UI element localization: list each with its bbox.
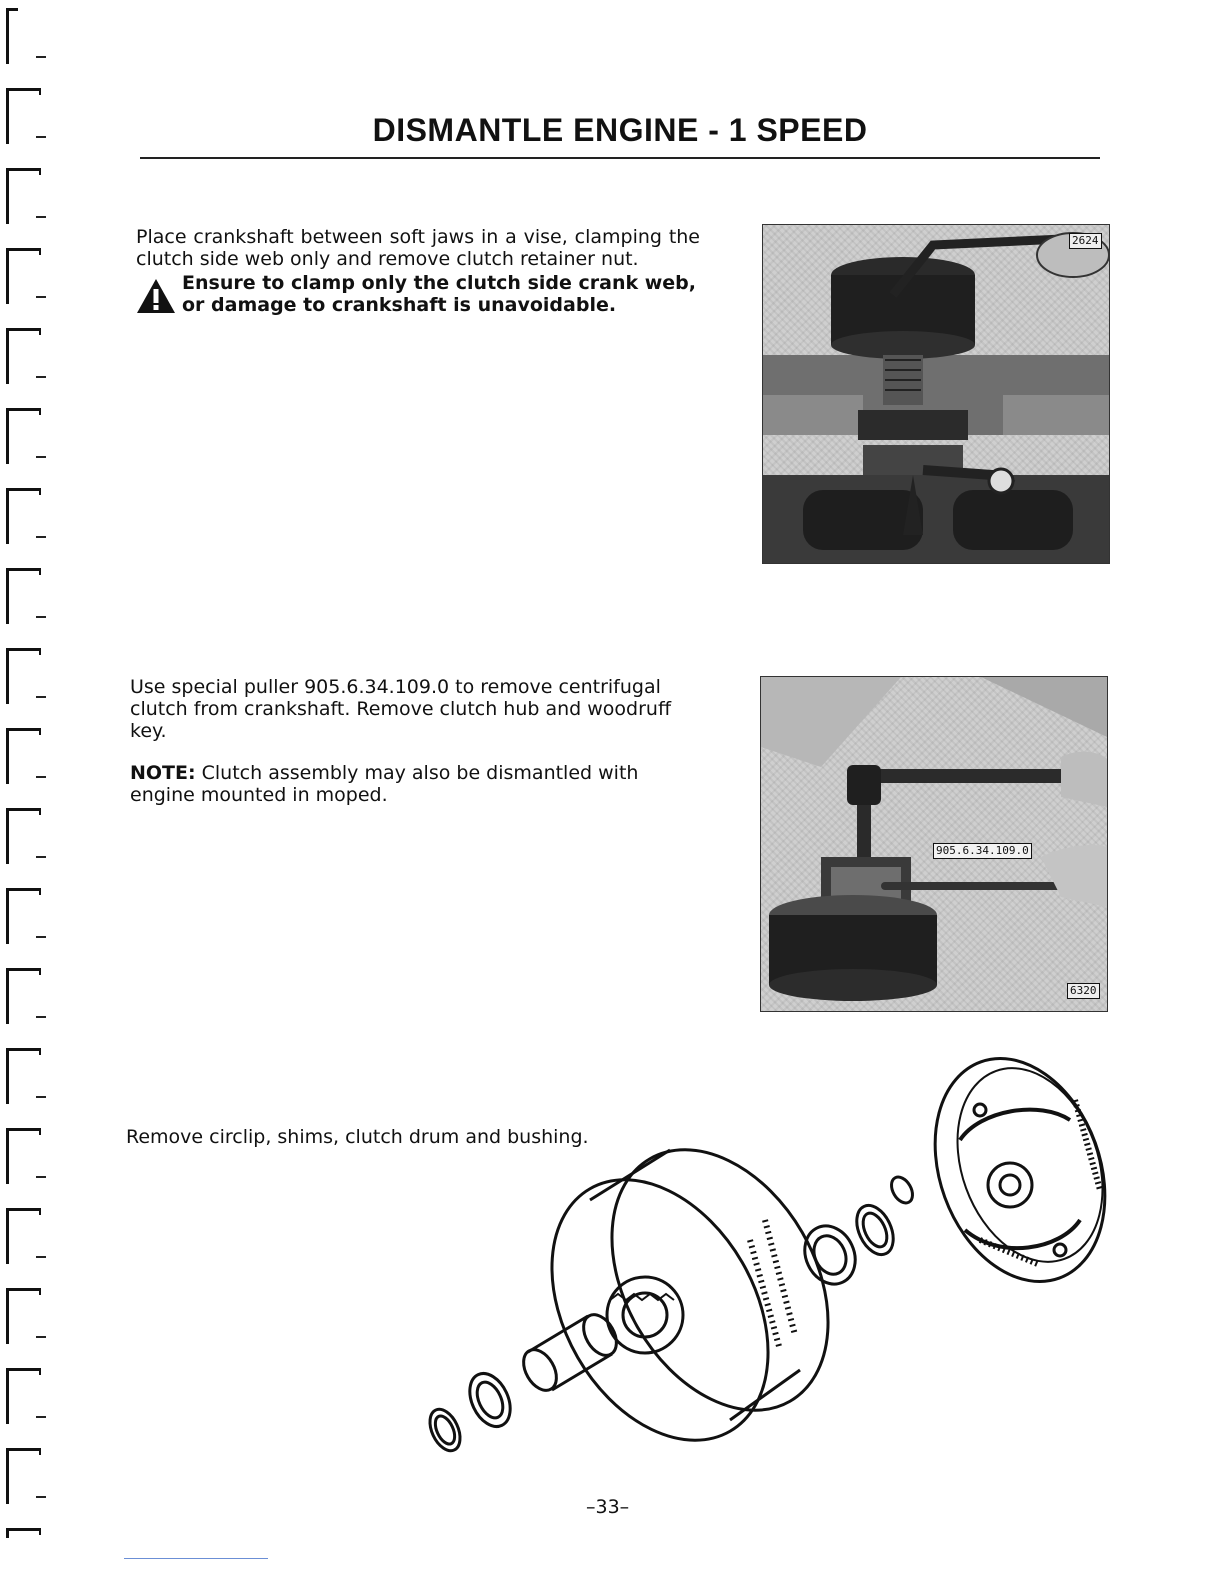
- step-2-text: Use special puller 905.6.34.109.0 to remove centrifugal clutch from crankshaft. Remove clutch hub and woodruff key.: [130, 676, 672, 742]
- binder-mark: [6, 1208, 46, 1268]
- binder-mark: [6, 408, 46, 468]
- binder-mark: [6, 1048, 46, 1108]
- figure-tag: 2624: [1069, 233, 1102, 249]
- step-2: [130, 676, 702, 826]
- binder-mark: [6, 1528, 46, 1588]
- warning-block: [136, 272, 700, 319]
- binder-mark: [6, 808, 46, 868]
- binder-mark: [6, 968, 46, 1028]
- step-1: [136, 226, 700, 319]
- step-3-text: Remove circlip, shims, clutch drum and bushing.: [126, 1126, 589, 1148]
- step-1-text: Place crankshaft between soft jaws in a vise, clamping the clutch side web only and remove clutch retainer nut.: [136, 226, 700, 270]
- figure-callout: 905.6.34.109.0: [933, 843, 1032, 859]
- binder-mark: [6, 1128, 46, 1188]
- page-number: –33–: [586, 1496, 630, 1518]
- binder-mark: [6, 8, 46, 68]
- warning-triangle-icon: [136, 272, 182, 319]
- binder-mark: [6, 168, 46, 228]
- binder-mark: [6, 1288, 46, 1348]
- binder-mark: [6, 728, 46, 788]
- note-label: NOTE:: [130, 762, 196, 784]
- binder-mark: [6, 88, 46, 148]
- figure-exploded-clutch-drawing: [420, 1050, 1120, 1480]
- figure-photo-clutch-puller: [760, 676, 1108, 1012]
- footer-divider: [124, 1558, 268, 1559]
- binder-mark: [6, 488, 46, 548]
- title-rule: [140, 157, 1100, 159]
- page-title: DISMANTLE ENGINE - 1 SPEED: [372, 112, 868, 148]
- step-2-note: [130, 762, 702, 806]
- binder-mark: [6, 1448, 46, 1508]
- binder-mark: [6, 568, 46, 628]
- figure-photo-vise-clamping: [762, 224, 1110, 564]
- binder-mark: [6, 888, 46, 948]
- binder-margin: [0, 0, 60, 1584]
- binder-mark: [6, 1368, 46, 1428]
- note-text: Clutch assembly may also be dismantled with engine mounted in moped.: [130, 762, 639, 806]
- binder-mark: [6, 328, 46, 388]
- warning-text: Ensure to clamp only the clutch side crank web, or damage to crankshaft is unavoidable.: [182, 272, 696, 316]
- figure-tag: 6320: [1067, 983, 1100, 999]
- binder-mark: [6, 648, 46, 708]
- binder-mark: [6, 248, 46, 308]
